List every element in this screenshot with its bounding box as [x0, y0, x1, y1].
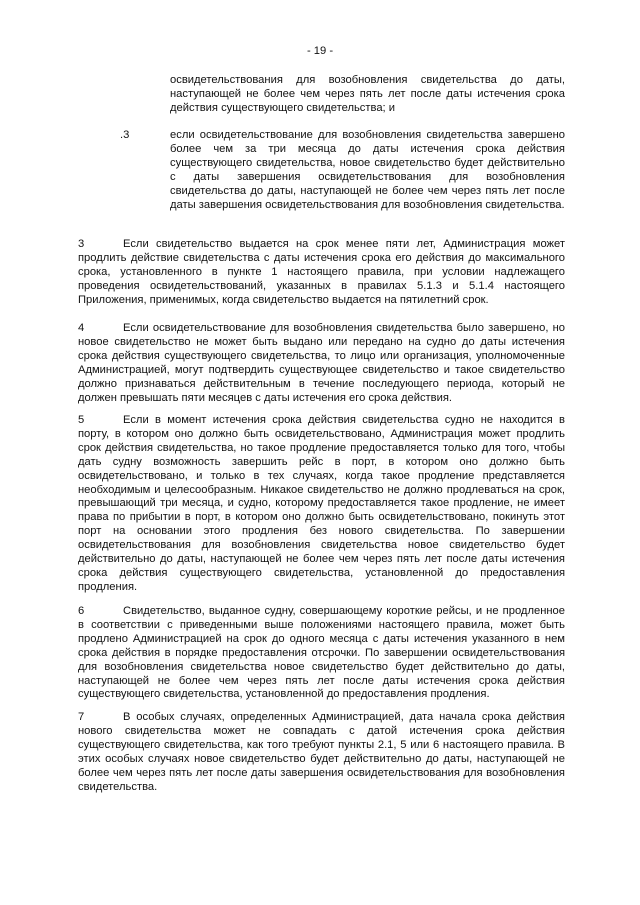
paragraph-number: 7 [78, 711, 85, 723]
paragraph [78, 322, 565, 405]
paragraph-text: В особых случаях, определенных Администрацией, дата начала срока действия нового свидетельства может не совпадать с датой истечения срока действия существующего свидетельства, как того требуют пункты 2.1, 5 или 6 настоящего правила. В этих особых случаях новое свидетельство будет действительно до даты, наступающей не более чем через пять лет после даты завершения освидетельствования для возобновления свидетельства. [78, 711, 565, 793]
paragraph-number: 4 [78, 322, 85, 334]
paragraph [78, 711, 565, 794]
paragraph-text: Если освидетельствование для возобновления свидетельства было завершено, но новое свидетельство не может быть выдано или передано на судно до даты истечения срока действия существующего свидетельства, то лицо или организация, уполномоченные Администрацией, могут подтвердить существующее свидетельство и такое свидетельство должно признаваться действительным в течение последующего периода, который не должен превышать пяти месяцев с даты истечения его срока действия. [78, 322, 565, 404]
paragraph [78, 414, 565, 595]
paragraph-number: 3 [78, 238, 85, 250]
list-item-continuation [170, 74, 565, 116]
list-item [170, 129, 565, 212]
paragraph-text: Свидетельство, выданное судну, совершающему короткие рейсы, и не продленное в соответствии с приведенными выше положениями настоящего правила, может быть продлено Администрацией на срок до одного месяца с даты истечения указанного в нем срока действия в порядке предоставления отсрочки. По завершении освидетельствования для возобновления свидетельства новое свидетельство будет действительно до даты, наступающей не более чем через пять лет после даты истечения срока действия существующего свидетельства, установленной до предоставления продления. [78, 605, 565, 701]
list-item-text: если освидетельствование для возобновления свидетельства завершено более чем за три месяца до даты истечения срока действия существующего свидетельства, новое свидетельство будет действительно с даты завершения освидетельствования для возобновления свидетельства до даты, наступающей не более чем через пять лет после даты завершения освидетельствования для возобновления свидетельства. [170, 129, 565, 211]
paragraph [78, 238, 565, 308]
list-item-number: .3 [120, 129, 130, 141]
paragraph-number: 6 [78, 605, 85, 617]
page-number: - 19 - [306, 45, 334, 57]
paragraph [78, 605, 565, 702]
list-item-text: освидетельствования для возобновления свидетельства до даты, наступающей не более чем через пять лет после даты истечения срока действия существующего свидетельства; и [170, 74, 565, 114]
paragraph-number: 5 [78, 414, 85, 426]
paragraph-text: Если в момент истечения срока действия свидетельства судно не находится в порту, в котором оно должно быть освидетельствовано, Администрация может продлить срок действия свидетельства, но такое продление предоставляется только для того, чтобы дать судну возможность завершить рейс в порт, в котором оно должно быть освидетельствовано, и только в тех случаях, когда такое продление представляется необходимым и целесообразным. Никакое свидетельство не должно продлеваться на срок, превышающий три месяца, и судно, которому предоставляется такое продление, не имеет права по прибытии в порт, в котором оно должно быть освидетельствовано, покинуть этот порт на основании этого продления без нового свидетельства. По завершении освидетельствования для возобновления свидетельства новое свидетельство будет действительно до даты, наступающей не более чем через пять лет после даты истечения срока действия существующего свидетельства, установленной до предоставления продления. [78, 414, 565, 593]
paragraph-text: Если свидетельство выдается на срок менее пяти лет, Администрация может продлить действие свидетельства с даты истечения срока его действия до максимального срока, установленного в пункте 1 настоящего правила, при условии надлежащего проведения освидетельствований, указанных в правилах 5.1.3 и 5.1.4 настоящего Приложения, применимых, когда свидетельство выдается на пятилетний срок. [78, 238, 565, 306]
